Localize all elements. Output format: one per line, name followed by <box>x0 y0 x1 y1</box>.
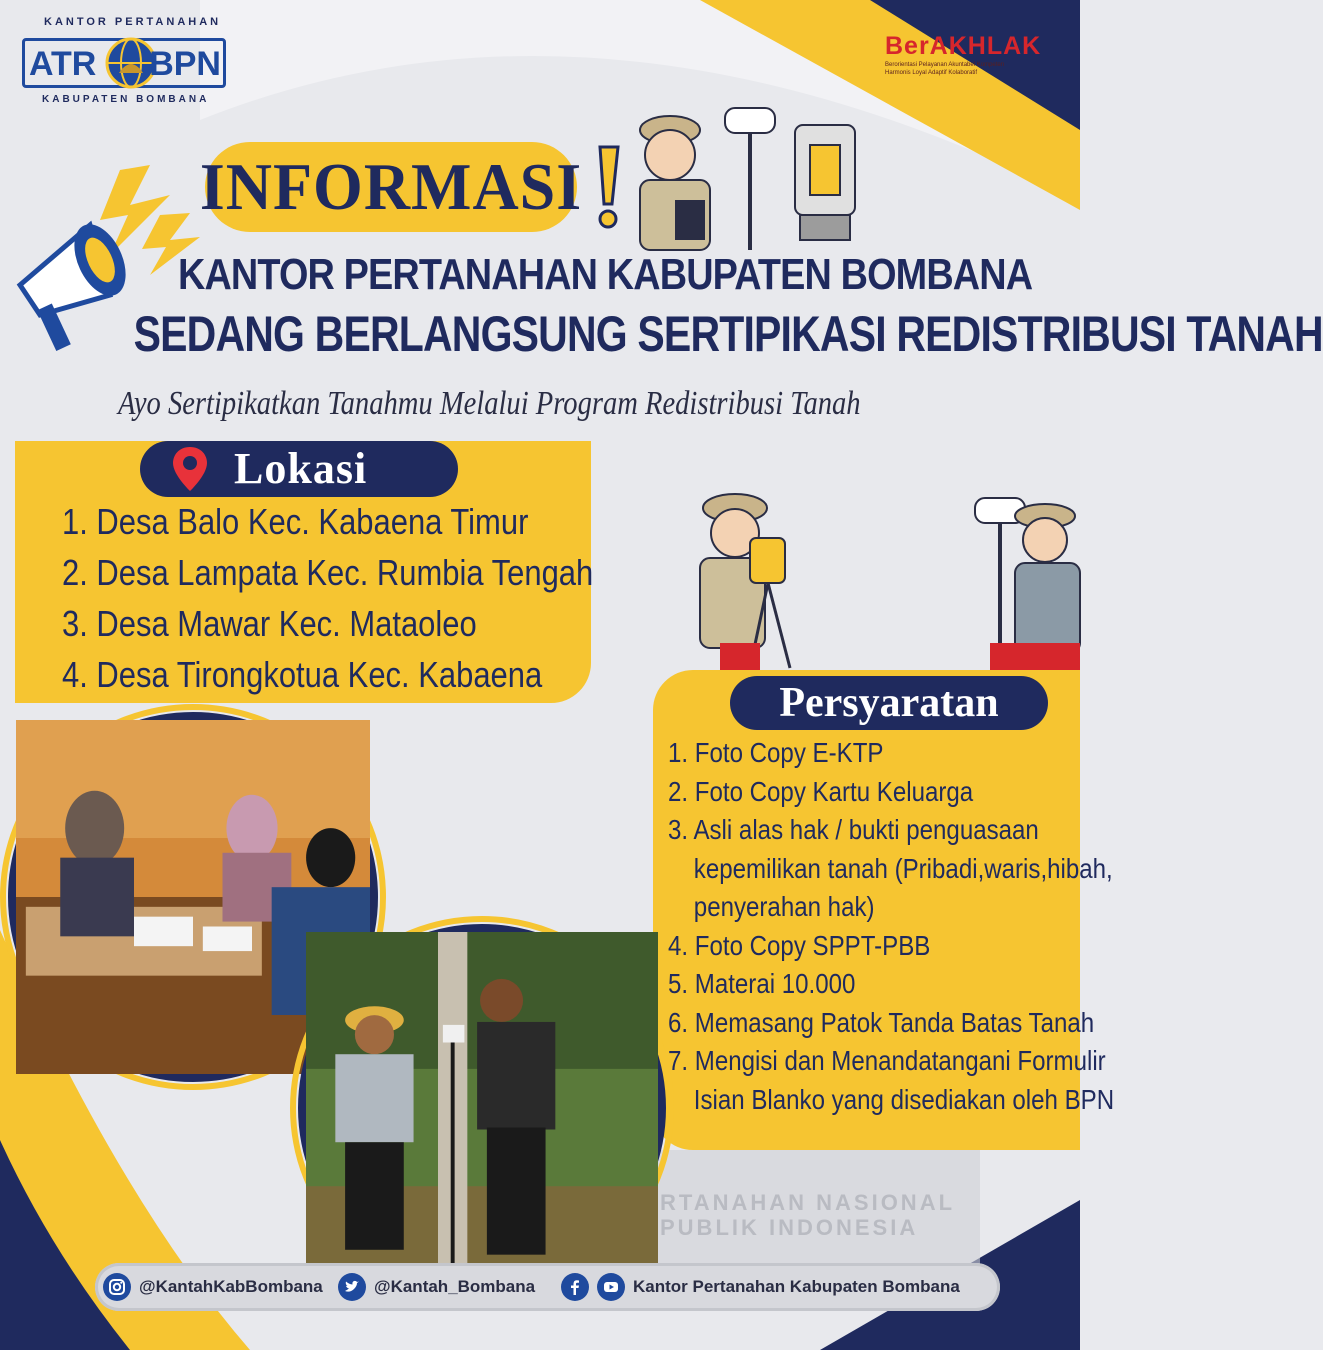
youtube-icon <box>597 1273 625 1301</box>
tagline: Ayo Sertipikatkan Tanahmu Melalui Program Redistribusi Tanah <box>118 385 861 422</box>
facebook-icon <box>561 1273 589 1301</box>
persyaratan-item <box>668 1004 1095 1043</box>
office-name: Kantor Pertanahan Kabupaten Bombana <box>633 1277 960 1296</box>
location-pin-icon <box>170 445 210 493</box>
twitter-link[interactable] <box>338 1263 535 1311</box>
svg-text:RTANAHAN NASIONAL: RTANAHAN NASIONAL <box>660 1190 956 1215</box>
berakhlak-logo <box>885 32 1060 87</box>
logo-bpn-text: BPN <box>149 45 221 83</box>
logo-frame <box>22 38 226 88</box>
lokasi-list <box>62 500 680 704</box>
persyaratan-item-continuation: kepemilikan tanah (Pribadi,waris,hibah, <box>693 852 1113 884</box>
logo-atr-text: ATR <box>29 45 97 83</box>
lokasi-item: 3. Desa Mawar Kec. Mataoleo <box>62 603 477 644</box>
persyaratan-list <box>668 734 1115 1119</box>
lokasi-badge <box>140 441 458 497</box>
berakhlak-title: BerAKHLAK <box>885 32 1042 60</box>
instagram-icon <box>103 1273 131 1301</box>
persyaratan-item-text: 4. Foto Copy SPPT-PBB <box>668 929 931 961</box>
headline-line2: SEDANG BERLANGSUNG SERTIPIKASI REDISTRIBUSI TANAH <box>133 306 1323 362</box>
atr-bpn-logo <box>20 14 230 109</box>
surveyors-illustration-icon <box>690 488 1080 673</box>
informasi-badge <box>199 142 583 232</box>
berakhlak-line2: Harmonis Loyal Adaptif Kolaboratif <box>885 70 978 76</box>
twitter-handle: @Kantah_Bombana <box>374 1277 536 1296</box>
persyaratan-item-text: 2. Foto Copy Kartu Keluarga <box>668 775 974 807</box>
field-survey-photo <box>298 924 666 1292</box>
lokasi-item: 1. Desa Balo Kec. Kabaena Timur <box>62 501 529 542</box>
persyaratan-item-text: 6. Memasang Patok Tanda Batas Tanah <box>668 1006 1095 1038</box>
persyaratan-item <box>668 734 1029 773</box>
persyaratan-badge <box>730 676 1048 730</box>
social-footer <box>95 1263 1000 1311</box>
twitter-icon <box>338 1273 366 1301</box>
persyaratan-item <box>668 773 1029 812</box>
svg-text:PUBLIK INDONESIA: PUBLIK INDONESIA <box>660 1215 919 1240</box>
persyaratan-item <box>668 811 1113 927</box>
persyaratan-item-continuation: penyerahan hak) <box>693 891 875 922</box>
persyaratan-item-continuation: Isian Blanko yang disediakan oleh BPN <box>693 1083 1115 1115</box>
surveyor-illustration-icon <box>630 100 870 250</box>
persyaratan-item <box>668 927 1029 966</box>
logo-top-text: KANTOR PERTANAHAN <box>44 16 222 28</box>
berakhlak-line1: Berorientasi Pelayanan Akuntabel Kompeten <box>885 62 1005 68</box>
lokasi-item: 2. Desa Lampata Kec. Rumbia Tengah <box>62 552 594 593</box>
lokasi-item: 4. Desa Tirongkotua Kec. Kabaena <box>62 654 543 695</box>
lokasi-title: Lokasi <box>234 444 368 493</box>
logo-bottom-text: KABUPATEN BOMBANA <box>42 94 210 105</box>
facebook-youtube-link[interactable] <box>561 1263 960 1311</box>
persyaratan-item-text: 7. Mengisi dan Menandatangani Formulir <box>668 1045 1106 1076</box>
instagram-handle: @KantahKabBombana <box>139 1277 323 1296</box>
field-survey-photo-image <box>306 932 658 1284</box>
headline-line1: KANTOR PERTANAHAN KABUPATEN BOMBANA <box>178 250 1033 299</box>
persyaratan-item-text: 5. Materai 10.000 <box>668 968 856 999</box>
persyaratan-item-text: 3. Asli alas hak / bukti penguasaan <box>668 814 1039 845</box>
persyaratan-item-text: 1. Foto Copy E-KTP <box>668 737 884 768</box>
exclamation-icon <box>592 142 622 232</box>
informasi-text: INFORMASI <box>199 149 583 224</box>
persyaratan-title: Persyaratan <box>779 680 999 726</box>
persyaratan-item <box>668 1042 1115 1119</box>
instagram-link[interactable] <box>103 1263 323 1311</box>
persyaratan-item <box>668 965 1029 1004</box>
